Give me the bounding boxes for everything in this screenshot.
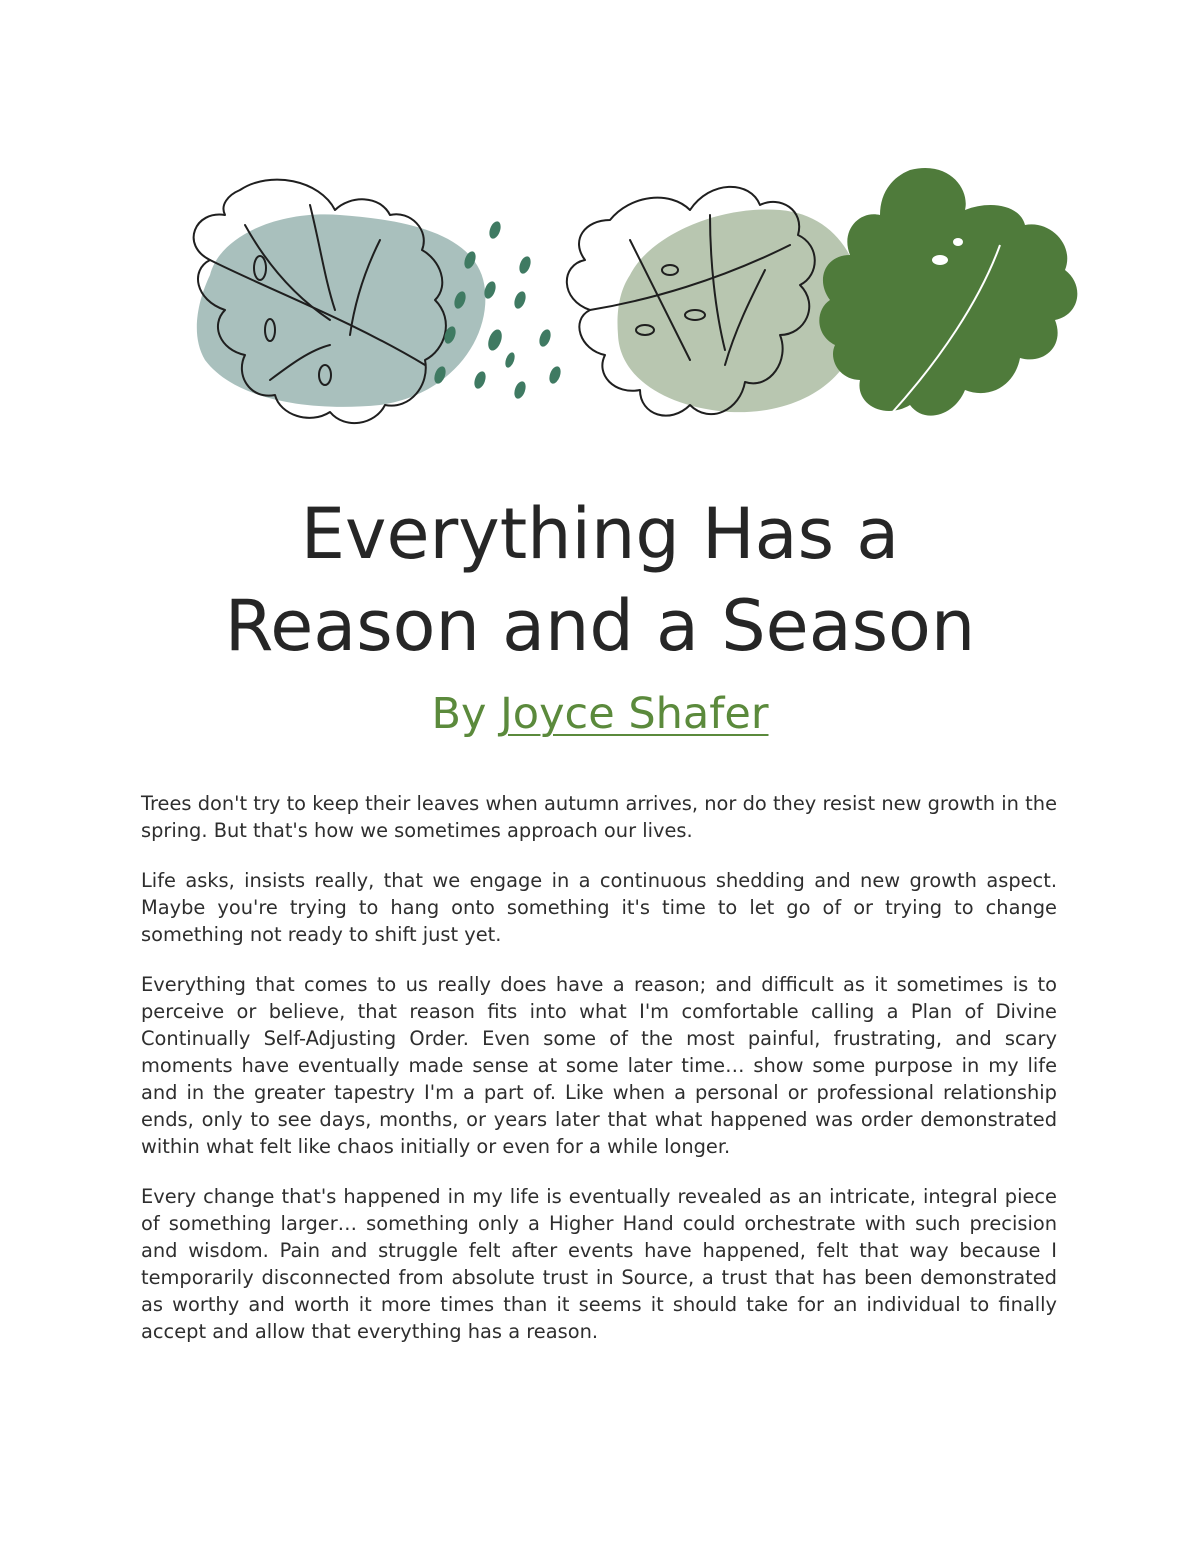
paragraph: Trees don't try to keep their leaves when autumn arrives, nor do they resist new growth in the spring. But that's how we sometimes approach our lives. bbox=[141, 792, 1057, 842]
page-title-line-1: Everything Has a bbox=[300, 493, 900, 575]
header-illustration bbox=[150, 150, 1080, 440]
byline bbox=[0, 686, 1200, 742]
byline-prefix: By bbox=[431, 689, 501, 739]
page-title bbox=[0, 488, 1200, 672]
paragraph: Every change that's happened in my life is eventually revealed as an intricate, integral piece of something larger… something only a Higher Hand could orchestrate with such precision and wisdom. Pain and struggle felt after events have happened, felt that way because I temporarily disconnected from absolute trust in Source, a trust that has been demonstrated as worthy and worth it more times than it seems it should take for an individual to finally accept and allow that everything has a reason. bbox=[141, 1185, 1057, 1343]
paragraph: Everything that comes to us really does have a reason; and difficult as it sometimes is to perceive or believe, that reason fits into what I'm comfortable calling a Plan of Divine Continually Self-Adjusting Order. Even some of the most painful, frustrating, and scary moments have eventually made sense at some later time… show some purpose in my life and in the greater tapestry I'm a part of. Like when a personal or professional relationship ends, only to see days, months, or years later that what happened was order demonstrated within what felt like chaos initially or even for a while longer. bbox=[141, 973, 1057, 1158]
article-body bbox=[141, 790, 1057, 1368]
page-title-line-2: Reason and a Season bbox=[224, 585, 976, 667]
monstera-leaf-solid-icon bbox=[819, 168, 1077, 416]
paragraph: Life asks, insists really, that we engage in a continuous shedding and new growth aspect. Maybe you're trying to hang onto something it's time to let go of or trying to change something not ready to shift just yet. bbox=[141, 869, 1057, 946]
author-link[interactable]: Joyce Shafer bbox=[500, 689, 769, 739]
